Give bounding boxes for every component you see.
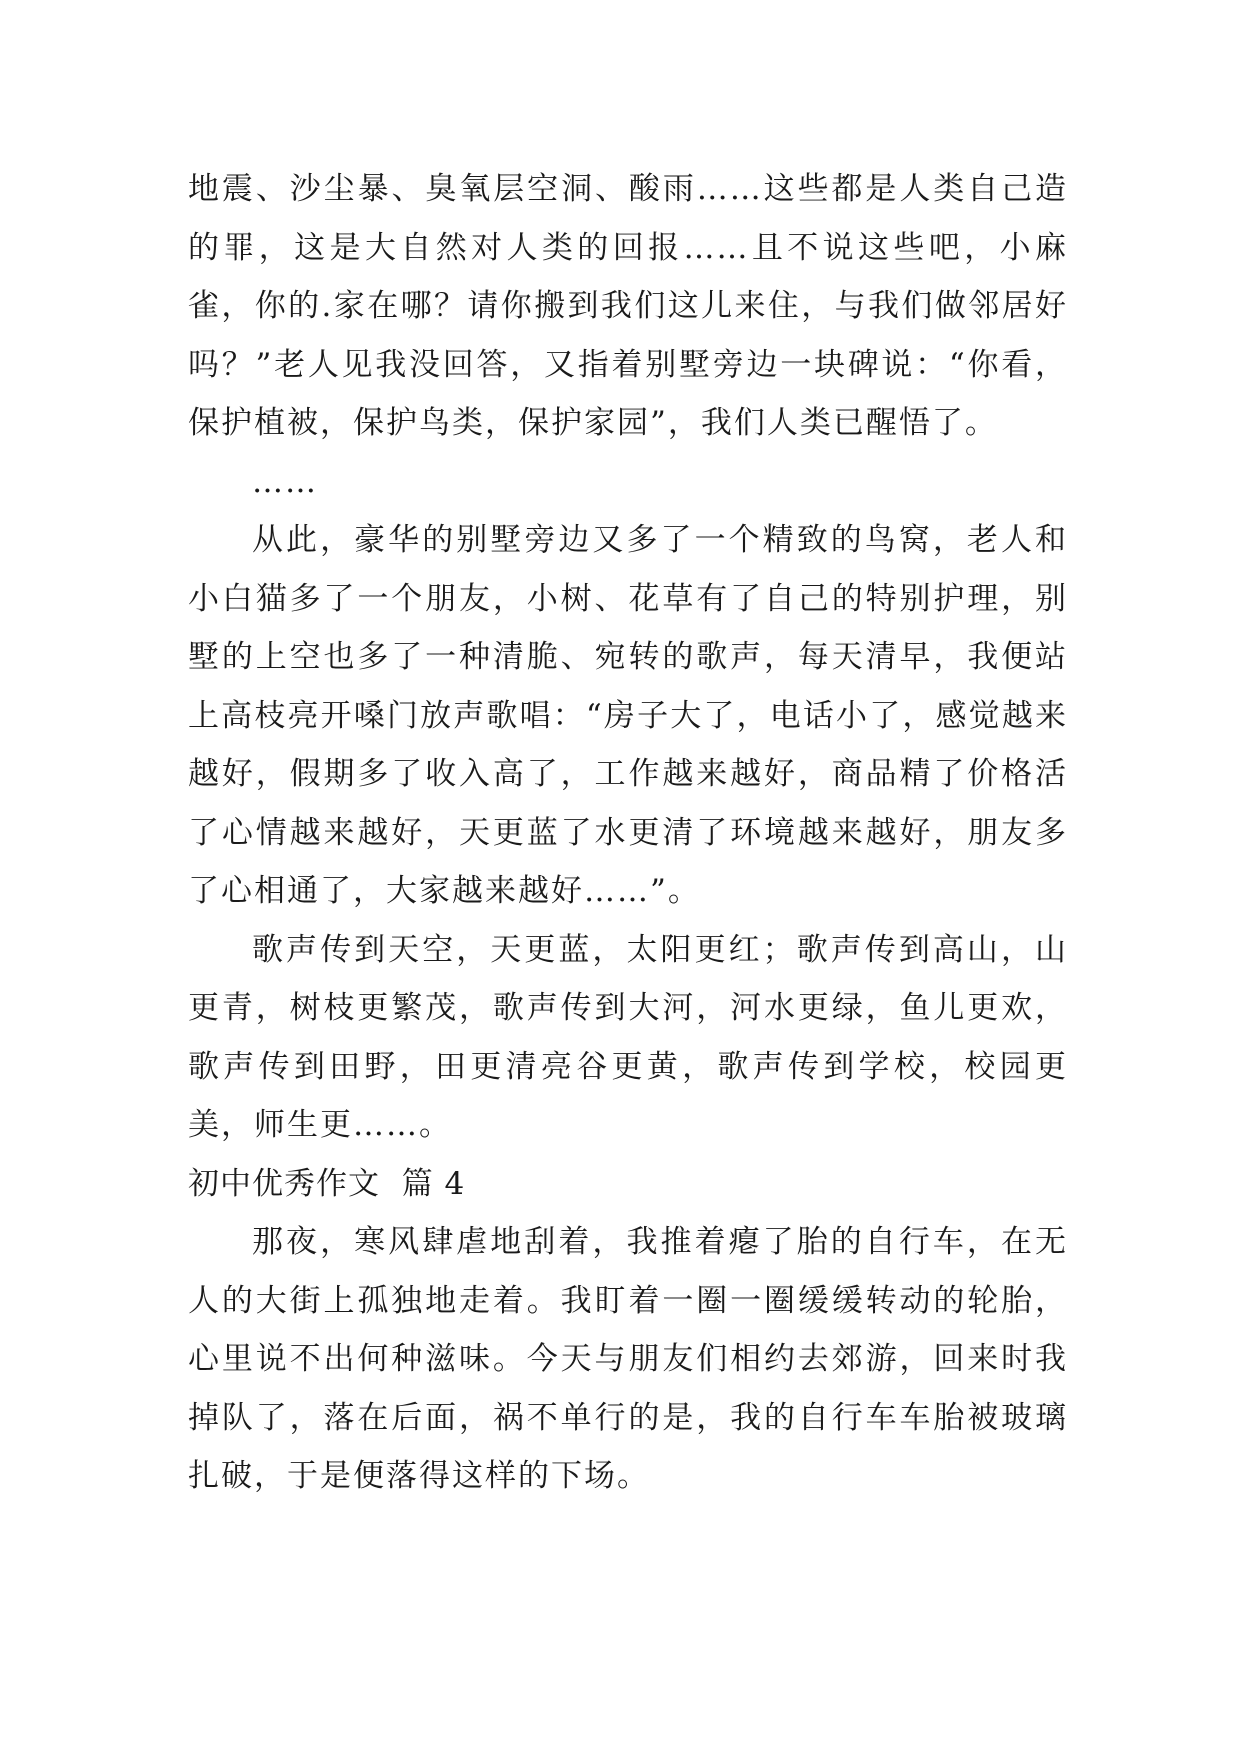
paragraph-cold-night: 那夜，寒风肆虐地刮着，我推着瘪了胎的自行车，在无人的大街上孤独地走着。我盯着一圈一圈缓缓转动的轮胎，心里说不出何种滋味。今天与朋友们相约去郊游，回来时我掉队了，落在后面，祸不单行的是，我的自行车车胎被玻璃扎破，于是便落得这样的下场。 bbox=[188, 1224, 1068, 1494]
paragraph-ellipsis: …… bbox=[252, 463, 318, 500]
document-body bbox=[188, 160, 1068, 1506]
paragraph-continued: 地震、沙尘暴、臭氧层空洞、酸雨……这些都是人类自己造的罪，这是大自然对人类的回报……且不说这些吧，小麻雀，你的.家在哪？请你搬到我们这儿来住，与我们做邻居好吗？”老人见我没回答，又指着别墅旁边一块碑说：“你看，保护植被，保护鸟类，保护家园”，我们人类已醒悟了。 bbox=[188, 171, 1068, 441]
section-heading: 初中优秀作文 篇 4 bbox=[188, 1165, 466, 1202]
paragraph-villa-birdnest: 从此，豪华的别墅旁边又多了一个精致的鸟窝，老人和小白猫多了一个朋友，小树、花草有了自己的特别护理，别墅的上空也多了一种清脆、宛转的歌声，每天清早，我便站上高枝亮开嗓门放声歌唱：“房子大了，电话小了，感觉越来越好，假期多了收入高了，工作越来越好，商品精了价格活了心情越来越好，天更蓝了水更清了环境越来越好，朋友多了心相通了，大家越来越好……”。 bbox=[188, 522, 1068, 909]
paragraph-song-spreads: 歌声传到天空，天更蓝，太阳更红；歌声传到高山，山更青，树枝更繁茂，歌声传到大河，河水更绿，鱼儿更欢，歌声传到田野，田更清亮谷更黄，歌声传到学校，校园更美，师生更……。 bbox=[188, 931, 1068, 1143]
